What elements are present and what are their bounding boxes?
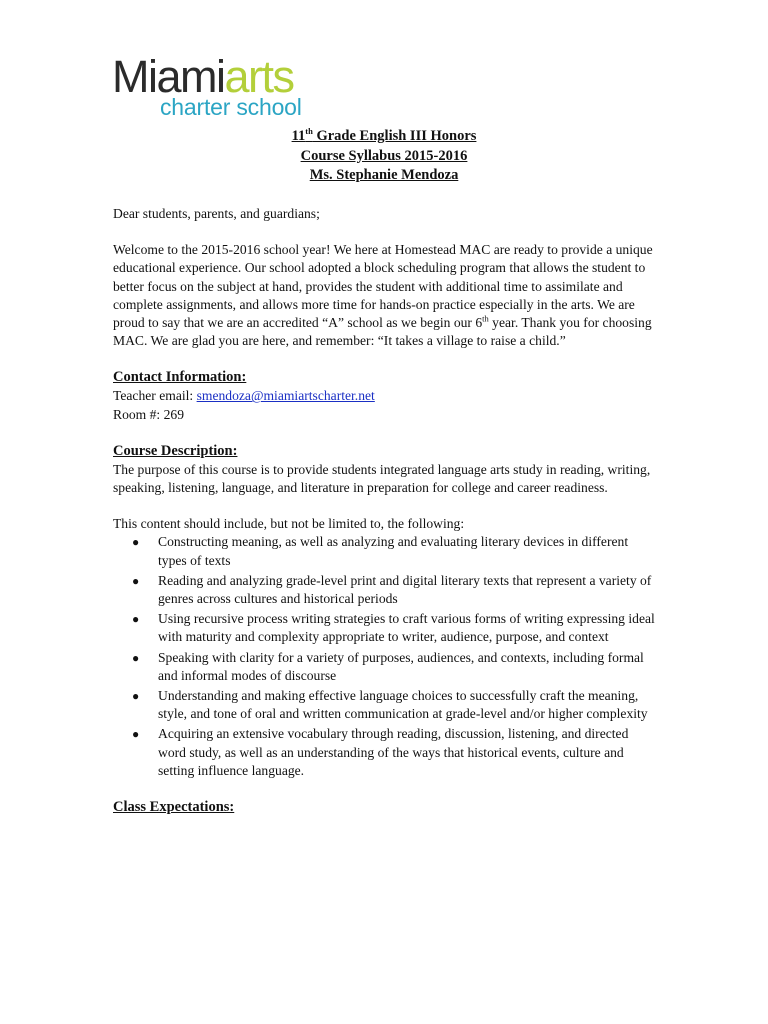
list-item (113, 725, 658, 780)
list-item (113, 610, 658, 646)
course-description-text: The purpose of this course is to provide students integrated language arts study in reading, writing, speaking, listening, language, and literature in preparation for college and career readiness. (113, 461, 651, 496)
welcome-text-part2: year. Thank you for choosing MAC. We are glad you are here, and remember: “It takes a village to raise a child.” (113, 315, 652, 349)
bullet-icon: ● (132, 650, 140, 665)
contact-heading: Contact Information: (113, 369, 247, 386)
school-logo (112, 51, 322, 120)
content-intro: This content should include, but not be limited to, the following: (113, 516, 465, 532)
room-number: Room #: 269 (113, 406, 184, 422)
list-item-text: Using recursive process writing strategies to craft various forms of writing expressing ideal with maturity and complexity appropriate to writer, audience, purpose, and context (158, 611, 655, 645)
list-item (113, 649, 658, 685)
bullet-icon: ● (132, 535, 140, 550)
list-item (113, 687, 658, 723)
title-course-name (112, 127, 656, 147)
list-item (113, 572, 658, 608)
bullet-icon: ● (132, 727, 140, 742)
class-expectations-heading: Class Expectations: (113, 799, 235, 816)
welcome-paragraph (113, 241, 658, 350)
teacher-email-link[interactable]: smendoza@miamiartscharter.net (196, 388, 375, 404)
content-list (113, 533, 658, 780)
bullet-icon: ● (132, 612, 140, 627)
list-item (113, 533, 658, 569)
title-teacher-name: Ms. Stephanie Mendoza (309, 167, 459, 183)
title-syllabus-year: Course Syllabus 2015-2016 (300, 147, 468, 164)
greeting: Dear students, parents, and guardians; (113, 206, 320, 221)
email-label: Teacher email: (113, 388, 197, 404)
bullet-icon: ● (132, 689, 140, 704)
document-body (113, 205, 658, 817)
list-item-text: Speaking with clarity for a variety of purposes, audiences, and contexts, including formal and informal modes of discourse (158, 649, 644, 683)
bullet-icon: ● (132, 573, 140, 588)
document-title (112, 127, 656, 186)
list-item-text: Reading and analyzing grade-level print and digital literary texts that represent a variety of genres across cultures and historical periods (158, 572, 652, 607)
course-description-heading: Course Description: (113, 442, 238, 459)
logo-miami-text: Miami (112, 51, 225, 102)
title-grade-number: 11 (291, 128, 306, 144)
teacher-email-line (113, 387, 658, 405)
list-item-text: Understanding and making effective language choices to successfully craft the meaning, style, and tone of oral and written communication at grade-level and/or higher complexity (158, 688, 648, 722)
logo-subtitle: charter school (160, 94, 302, 120)
logo-arts-text: arts (224, 51, 294, 102)
title-grade-rest: Grade English III Honors (312, 128, 477, 144)
list-item-text: Constructing meaning, as well as analyzing and evaluating literary devices in different types of texts (158, 534, 629, 568)
title-grade-superscript: th (305, 126, 313, 137)
welcome-text-part1: Welcome to the 2015-2016 school year! We here at Homestead MAC are ready to provide a unique educational experience. Our school adopted a block scheduling program that allows the student to better focus on the subject at hand, provides the student with additional time to assimilate and complete assignments, and allows more time for hands-on practice especially in the arts. We are proud to say that we are an accredited “A” school as we begin our 6 (113, 242, 653, 331)
welcome-superscript: th (482, 313, 489, 324)
list-item-text: Acquiring an extensive vocabulary through reading, discussion, listening, and directed word study, as well as an understanding of the ways that historical events, culture and setting influence language. (158, 726, 629, 778)
